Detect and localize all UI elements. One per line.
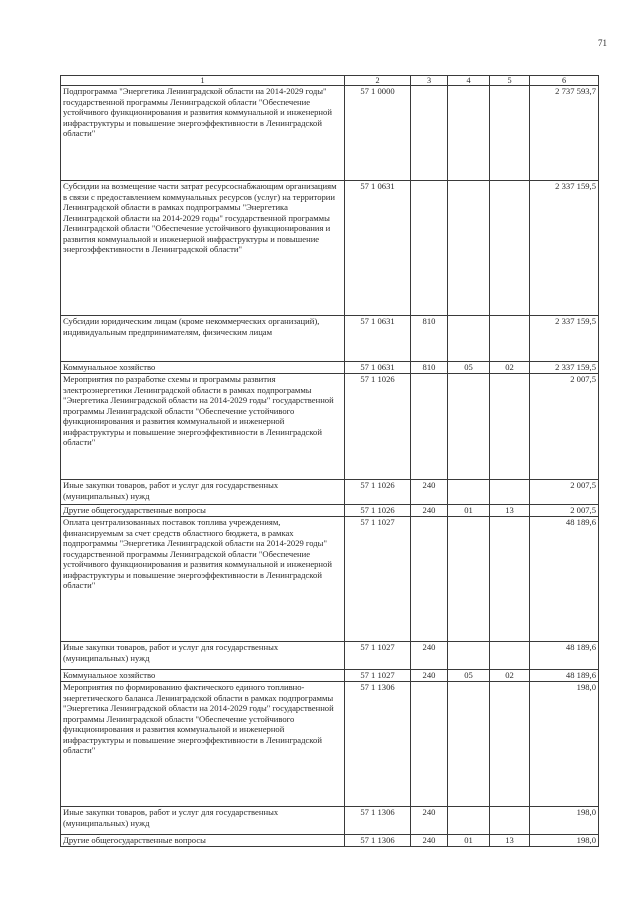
- row-rz: 01: [448, 835, 490, 847]
- row-amount: 2 337 159,5: [530, 181, 599, 316]
- table-row: [61, 374, 599, 480]
- table-row: [61, 181, 599, 316]
- row-amount: 2 337 159,5: [530, 362, 599, 374]
- row-pr: 13: [490, 505, 530, 517]
- header-cell: 6: [530, 76, 599, 86]
- row-amount: 48 189,6: [530, 517, 599, 642]
- row-vr: [411, 86, 448, 181]
- row-code: 57 1 1026: [345, 505, 411, 517]
- row-amount: 2 007,5: [530, 374, 599, 480]
- row-pr: [490, 807, 530, 835]
- header-cell: 4: [448, 76, 490, 86]
- row-code: 57 1 1026: [345, 480, 411, 505]
- row-rz: [448, 480, 490, 505]
- row-code: 57 1 0631: [345, 181, 411, 316]
- header-cell: 3: [411, 76, 448, 86]
- row-name: Подпрограмма "Энергетика Ленинградской области на 2014-2029 годы" государственной программы Ленинградской области "Обеспечение устойчивого функционирования и развития коммунальной и инженерной инфраструктуры и повышение энергоэффективности в Ленинградской области": [61, 86, 345, 181]
- row-amount: 2 337 159,5: [530, 316, 599, 362]
- row-rz: 05: [448, 362, 490, 374]
- row-amount: 2 007,5: [530, 480, 599, 505]
- row-amount: 2 737 593,7: [530, 86, 599, 181]
- row-name: Оплата централизованных поставок топлива учреждениям, финансируемым за счет средств областного бюджета, в рамках подпрограммы "Энергетика Ленинградской области на 2014-2029 годы" государственной программы Ленинградской области "Обеспечение устойчивого функционирования и развития коммунальной и инженерной инфраструктуры и повышение энергоэффективности в Ленинградской области": [61, 517, 345, 642]
- row-rz: 05: [448, 670, 490, 682]
- row-code: 57 1 1306: [345, 807, 411, 835]
- row-rz: [448, 181, 490, 316]
- row-name: Мероприятия по формированию фактического единого топливно-энергетического баланса Ленинградской области в рамках подпрограммы "Энергетика Ленинградской области на 2014-2029 годы" государственной программы Ленинградской области "Обеспечение устойчивого функционирования и развития коммунальной и инженерной инфраструктуры и повышение энергоэффективности в Ленинградской области": [61, 682, 345, 807]
- row-rz: [448, 642, 490, 670]
- row-code: 57 1 1027: [345, 670, 411, 682]
- row-name: Иные закупки товаров, работ и услуг для государственных (муниципальных) нужд: [61, 807, 345, 835]
- row-code: 57 1 0631: [345, 362, 411, 374]
- row-amount: 198,0: [530, 682, 599, 807]
- row-vr: 810: [411, 316, 448, 362]
- row-pr: 02: [490, 362, 530, 374]
- row-name: Иные закупки товаров, работ и услуг для государственных (муниципальных) нужд: [61, 480, 345, 505]
- row-rz: [448, 316, 490, 362]
- row-pr: [490, 316, 530, 362]
- row-vr: 240: [411, 642, 448, 670]
- header-cell: 5: [490, 76, 530, 86]
- table-row: [61, 807, 599, 835]
- row-code: 57 1 1306: [345, 835, 411, 847]
- row-amount: 198,0: [530, 835, 599, 847]
- table-row: [61, 835, 599, 847]
- row-amount: 48 189,6: [530, 642, 599, 670]
- row-name: Субсидии юридическим лицам (кроме некоммерческих организаций), индивидуальным предпринимателям, физическим лицам: [61, 316, 345, 362]
- row-code: 57 1 1306: [345, 682, 411, 807]
- row-vr: 240: [411, 670, 448, 682]
- table-row: [61, 505, 599, 517]
- header-row: [61, 76, 599, 86]
- row-rz: [448, 374, 490, 480]
- row-vr: [411, 181, 448, 316]
- page-number: 71: [598, 38, 607, 48]
- row-rz: [448, 807, 490, 835]
- row-amount: 198,0: [530, 807, 599, 835]
- row-pr: [490, 682, 530, 807]
- row-rz: 01: [448, 505, 490, 517]
- table-row: [61, 682, 599, 807]
- row-pr: [490, 86, 530, 181]
- table-row: [61, 670, 599, 682]
- row-vr: [411, 374, 448, 480]
- table-row: [61, 517, 599, 642]
- row-vr: 240: [411, 835, 448, 847]
- row-rz: [448, 86, 490, 181]
- row-vr: 240: [411, 505, 448, 517]
- row-vr: 810: [411, 362, 448, 374]
- row-code: 57 1 1026: [345, 374, 411, 480]
- row-name: Другие общегосударственные вопросы: [61, 835, 345, 847]
- table-row: [61, 316, 599, 362]
- row-amount: 2 007,5: [530, 505, 599, 517]
- table-row: [61, 642, 599, 670]
- header-cell: 2: [345, 76, 411, 86]
- row-vr: 240: [411, 807, 448, 835]
- row-pr: [490, 374, 530, 480]
- budget-table: [60, 75, 599, 847]
- row-rz: [448, 517, 490, 642]
- row-pr: [490, 517, 530, 642]
- row-pr: [490, 181, 530, 316]
- row-pr: [490, 480, 530, 505]
- row-name: Мероприятия по разработке схемы и программы развития электроэнергетики Ленинградской области в рамках подпрограммы "Энергетика Ленинградской области на 2014-2029 годы" государственной программы Ленинградской области "Обеспечение устойчивого функционирования и развития коммунальной и инженерной инфраструктуры и повышение энергоэффективности в Ленинградской области": [61, 374, 345, 480]
- table-row: [61, 480, 599, 505]
- row-code: 57 1 1027: [345, 517, 411, 642]
- row-amount: 48 189,6: [530, 670, 599, 682]
- row-pr: 02: [490, 670, 530, 682]
- row-code: 57 1 1027: [345, 642, 411, 670]
- row-rz: [448, 682, 490, 807]
- row-name: Субсидии на возмещение части затрат ресурсоснабжающим организациям в связи с предоставлением коммунальных ресурсов (услуг) на территории Ленинградской области в рамках подпрограммы "Энергетика Ленинградской области на 2014-2029 годы" государственной программы Ленинградской области "Обеспечение устойчивого функционирования и развития коммунальной и инженерной инфраструктуры и повышение энергоэффективности в Ленинградской области": [61, 181, 345, 316]
- row-code: 57 1 0000: [345, 86, 411, 181]
- row-vr: [411, 517, 448, 642]
- row-name: Коммунальное хозяйство: [61, 670, 345, 682]
- table-row: [61, 362, 599, 374]
- row-vr: 240: [411, 480, 448, 505]
- row-vr: [411, 682, 448, 807]
- table-row: [61, 86, 599, 181]
- row-name: Другие общегосударственные вопросы: [61, 505, 345, 517]
- row-code: 57 1 0631: [345, 316, 411, 362]
- row-name: Коммунальное хозяйство: [61, 362, 345, 374]
- row-pr: [490, 642, 530, 670]
- row-name: Иные закупки товаров, работ и услуг для государственных (муниципальных) нужд: [61, 642, 345, 670]
- header-cell: 1: [61, 76, 345, 86]
- row-pr: 13: [490, 835, 530, 847]
